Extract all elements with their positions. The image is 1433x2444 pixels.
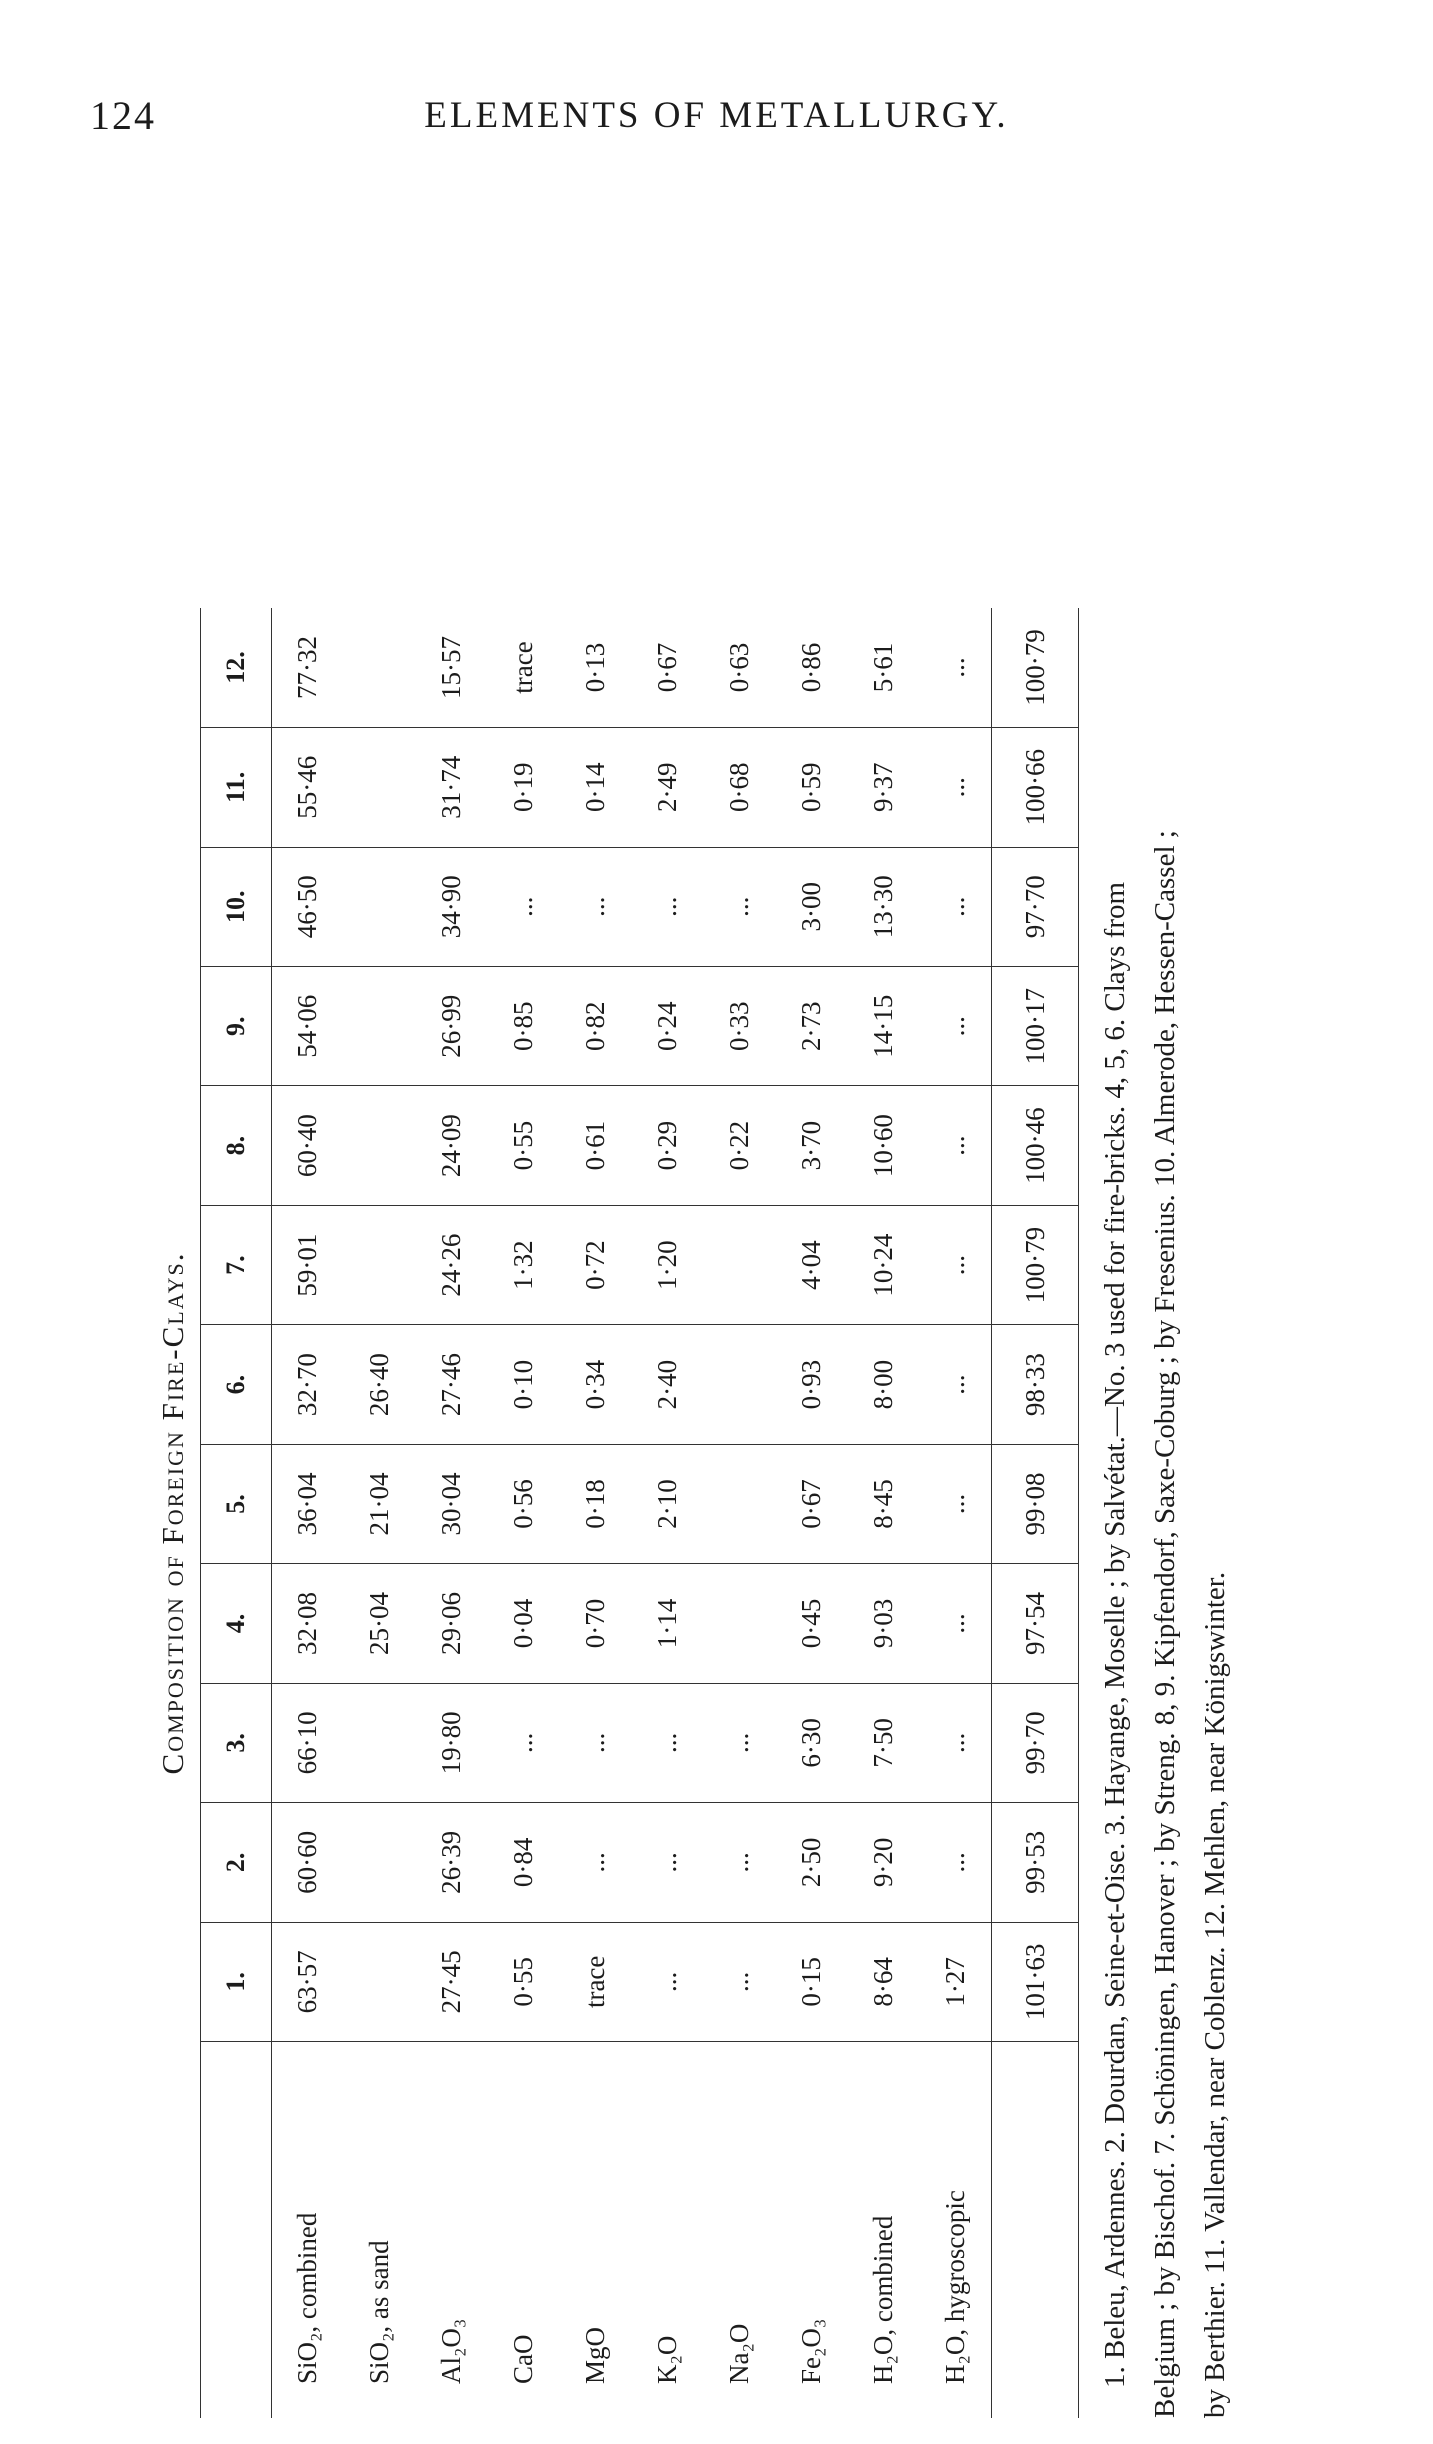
header-row bbox=[201, 608, 272, 2418]
table-cell: 0·93 bbox=[776, 1325, 848, 1444]
table-row bbox=[488, 608, 560, 2418]
row-label: MgO bbox=[580, 2326, 610, 2384]
total-cell: 99·70 bbox=[992, 1683, 1079, 1802]
table-cell: 21·04 bbox=[344, 1444, 416, 1563]
total-cell: 100·46 bbox=[992, 1086, 1079, 1205]
table-cell: 6·30 bbox=[776, 1683, 848, 1802]
table-cell: 0·72 bbox=[560, 1205, 632, 1324]
table-cell: ... bbox=[920, 847, 992, 966]
table-cell: trace bbox=[488, 608, 560, 728]
column-header: 8. bbox=[201, 1086, 272, 1205]
table-cell bbox=[344, 1922, 416, 2041]
table-cell: 7·50 bbox=[848, 1683, 920, 1802]
total-cell: 97·54 bbox=[992, 1564, 1079, 1683]
row-label: CaO bbox=[508, 2334, 538, 2384]
table-cell: 8·64 bbox=[848, 1922, 920, 2041]
table-cell: 0·55 bbox=[488, 1922, 560, 2041]
table-cell: 0·85 bbox=[488, 966, 560, 1085]
table-cell bbox=[344, 847, 416, 966]
table-cell: 2·50 bbox=[776, 1803, 848, 1922]
column-header: 11. bbox=[201, 728, 272, 847]
table-cell: 8·00 bbox=[848, 1325, 920, 1444]
table-cell: ... bbox=[632, 1922, 704, 2041]
table-cell: 3·70 bbox=[776, 1086, 848, 1205]
table-cell: 0·86 bbox=[776, 608, 848, 728]
table-cell: ... bbox=[560, 1683, 632, 1802]
table-cell: 19·80 bbox=[416, 1683, 488, 1802]
table-cell bbox=[344, 608, 416, 728]
table-cell: 46·50 bbox=[272, 847, 344, 966]
table-cell: ... bbox=[920, 1683, 992, 1802]
table-cell: trace bbox=[560, 1922, 632, 2041]
table-cell bbox=[704, 1205, 776, 1324]
table-cell: 14·15 bbox=[848, 966, 920, 1085]
total-cell: 100·17 bbox=[992, 966, 1079, 1085]
table-cell: 0·84 bbox=[488, 1803, 560, 1922]
table-cell: 0·18 bbox=[560, 1444, 632, 1563]
table-cell: 2·10 bbox=[632, 1444, 704, 1563]
table-cell: 26·40 bbox=[344, 1325, 416, 1444]
table-cell bbox=[704, 1444, 776, 1563]
column-header: 12. bbox=[201, 608, 272, 728]
footnote-line: by Berthier. 11. Vallendar, near Coblenz. 12. Mehlen, near Königswinter. bbox=[1199, 1571, 1231, 2418]
table-cell: 77·32 bbox=[272, 608, 344, 728]
table-cell: ... bbox=[920, 728, 992, 847]
table-cell: 0·13 bbox=[560, 608, 632, 728]
table-cell: 13·30 bbox=[848, 847, 920, 966]
page-number: 124 bbox=[90, 93, 156, 138]
table-row bbox=[344, 608, 416, 2418]
table-cell: ... bbox=[632, 1803, 704, 1922]
table-cell: 9·03 bbox=[848, 1564, 920, 1683]
table-cell: 24·09 bbox=[416, 1086, 488, 1205]
table-cell: ... bbox=[920, 1086, 992, 1205]
total-cell: 101·63 bbox=[992, 1922, 1079, 2041]
table-cell: 36·04 bbox=[272, 1444, 344, 1563]
table-cell bbox=[344, 1205, 416, 1324]
column-header: 4. bbox=[201, 1564, 272, 1683]
row-label: Na₂O bbox=[724, 2323, 754, 2384]
table-cell: 32·08 bbox=[272, 1564, 344, 1683]
table-cell: 3·00 bbox=[776, 847, 848, 966]
column-header: 2. bbox=[201, 1803, 272, 1922]
table-cell: 0·29 bbox=[632, 1086, 704, 1205]
column-header: 10. bbox=[201, 847, 272, 966]
table-cell bbox=[704, 1564, 776, 1683]
totals-label bbox=[992, 2042, 1079, 2418]
column-header: 5. bbox=[201, 1444, 272, 1563]
table-cell bbox=[344, 966, 416, 1085]
table-cell bbox=[344, 1683, 416, 1802]
total-cell: 97·70 bbox=[992, 847, 1079, 966]
table-cell: ... bbox=[632, 847, 704, 966]
table-cell: 10·24 bbox=[848, 1205, 920, 1324]
table-title: Composition of Foreign Fire-Clays. bbox=[155, 1251, 190, 1775]
table-cell: 1·14 bbox=[632, 1564, 704, 1683]
table-cell: 0·33 bbox=[704, 966, 776, 1085]
table-cell: 0·19 bbox=[488, 728, 560, 847]
table-cell: ... bbox=[920, 608, 992, 728]
table-row bbox=[272, 608, 344, 2418]
table-cell: 9·20 bbox=[848, 1803, 920, 1922]
row-label: K₂O bbox=[652, 2335, 682, 2384]
row-label: Fe₂O₃ bbox=[796, 2318, 826, 2384]
table-cell: ... bbox=[920, 1444, 992, 1563]
column-header: 9. bbox=[201, 966, 272, 1085]
total-cell: 99·08 bbox=[992, 1444, 1079, 1563]
table-cell: 30·04 bbox=[416, 1444, 488, 1563]
table-cell: 0·14 bbox=[560, 728, 632, 847]
table-cell: 0·67 bbox=[632, 608, 704, 728]
table-row bbox=[416, 608, 488, 2418]
rotated-table-block bbox=[135, 178, 1345, 2418]
row-label: Al₂O₃ bbox=[436, 2318, 466, 2384]
running-title: ELEMENTS OF METALLURGY. bbox=[424, 95, 1009, 136]
table-cell: ... bbox=[632, 1683, 704, 1802]
table-cell: ... bbox=[560, 1803, 632, 1922]
table-cell: 55·46 bbox=[272, 728, 344, 847]
row-label: SiO₂, combined bbox=[292, 2212, 323, 2384]
row-label: H₂O, combined bbox=[868, 2215, 898, 2384]
table-cell: 15·57 bbox=[416, 608, 488, 728]
table-row bbox=[560, 608, 632, 2418]
table-cell: 0·67 bbox=[776, 1444, 848, 1563]
column-header: 7. bbox=[201, 1205, 272, 1324]
column-header: 3. bbox=[201, 1683, 272, 1802]
total-cell: 98·33 bbox=[992, 1325, 1079, 1444]
table-cell: 59·01 bbox=[272, 1205, 344, 1324]
column-header: 1. bbox=[201, 1922, 272, 2041]
table-cell: 0·70 bbox=[560, 1564, 632, 1683]
table-cell: 0·63 bbox=[704, 608, 776, 728]
table-cell: 24·26 bbox=[416, 1205, 488, 1324]
fire-clay-table bbox=[200, 608, 1079, 2418]
table-cell: 54·06 bbox=[272, 966, 344, 1085]
total-cell: 100·79 bbox=[992, 1205, 1079, 1324]
table-cell: 2·40 bbox=[632, 1325, 704, 1444]
table-cell: ... bbox=[920, 1564, 992, 1683]
table-cell: 0·04 bbox=[488, 1564, 560, 1683]
table-cell: 0·56 bbox=[488, 1444, 560, 1563]
table-cell: 0·24 bbox=[632, 966, 704, 1085]
table-cell: 8·45 bbox=[848, 1444, 920, 1563]
table-cell: ... bbox=[704, 847, 776, 966]
table-cell: 27·45 bbox=[416, 1922, 488, 2041]
table-row bbox=[632, 608, 704, 2418]
table-cell: 29·06 bbox=[416, 1564, 488, 1683]
table-body bbox=[272, 608, 1079, 2418]
table-cell: 0·10 bbox=[488, 1325, 560, 1444]
table-cell: ... bbox=[920, 1205, 992, 1324]
table-cell: 0·55 bbox=[488, 1086, 560, 1205]
table-cell bbox=[344, 1803, 416, 1922]
table-cell: ... bbox=[704, 1922, 776, 2041]
table-cell: 5·61 bbox=[848, 608, 920, 728]
table-cell: ... bbox=[920, 1803, 992, 1922]
table-cell: 1·27 bbox=[920, 1922, 992, 2041]
table-cell: ... bbox=[488, 847, 560, 966]
table-cell: 0·34 bbox=[560, 1325, 632, 1444]
table-cell: 0·82 bbox=[560, 966, 632, 1085]
table-cell: 27·46 bbox=[416, 1325, 488, 1444]
table-cell: ... bbox=[704, 1683, 776, 1802]
footnote-line: 1. Beleu, Ardennes. 2. Dourdan, Seine-et-Oise. 3. Hayange, Moselle ; by Salvétat.—No. 3 used for fire-bricks. 4, 5, 6. Clays from bbox=[1099, 881, 1131, 2388]
table-row bbox=[920, 608, 992, 2418]
table-cell: 2·73 bbox=[776, 966, 848, 1085]
header-corner bbox=[201, 2042, 272, 2418]
table-cell: 0·68 bbox=[704, 728, 776, 847]
table-cell: 10·60 bbox=[848, 1086, 920, 1205]
table-cell: 1·32 bbox=[488, 1205, 560, 1324]
table-row bbox=[776, 608, 848, 2418]
table-cell: 0·15 bbox=[776, 1922, 848, 2041]
table-row bbox=[704, 608, 776, 2418]
footnote bbox=[1090, 518, 1240, 2418]
row-label: H₂O, hygroscopic bbox=[939, 2190, 970, 2384]
table-row bbox=[848, 608, 920, 2418]
table-cell: 0·22 bbox=[704, 1086, 776, 1205]
table-cell: 26·99 bbox=[416, 966, 488, 1085]
table-cell: 34·90 bbox=[416, 847, 488, 966]
total-cell: 100·79 bbox=[992, 608, 1079, 728]
total-cell: 99·53 bbox=[992, 1803, 1079, 1922]
table-cell: 32·70 bbox=[272, 1325, 344, 1444]
table-cell: 26·39 bbox=[416, 1803, 488, 1922]
footnote-line: Belgium ; by Bischof. 7. Schöningen, Hanover ; by Streng. 8, 9. Kipfendorf, Saxe-Coburg ; by Fresenius. 10. Almerode, Hessen-Cassel ; bbox=[1149, 830, 1181, 2418]
table-cell: ... bbox=[920, 966, 992, 1085]
row-label: SiO₂, as sand bbox=[364, 2240, 394, 2384]
column-header: 6. bbox=[201, 1325, 272, 1444]
table-cell: 2·49 bbox=[632, 728, 704, 847]
table-cell: 60·60 bbox=[272, 1803, 344, 1922]
table-cell: 9·37 bbox=[848, 728, 920, 847]
table-cell: 4·04 bbox=[776, 1205, 848, 1324]
total-cell: 100·66 bbox=[992, 728, 1079, 847]
table-cell: 63·57 bbox=[272, 1922, 344, 2041]
running-head bbox=[0, 92, 1433, 142]
table-cell: 0·61 bbox=[560, 1086, 632, 1205]
table-cell: ... bbox=[920, 1325, 992, 1444]
table-cell: ... bbox=[704, 1803, 776, 1922]
table-cell: 31·74 bbox=[416, 728, 488, 847]
table-cell bbox=[344, 728, 416, 847]
table-cell: ... bbox=[560, 847, 632, 966]
table-cell: 60·40 bbox=[272, 1086, 344, 1205]
totals-row bbox=[992, 608, 1079, 2418]
table-cell bbox=[344, 1086, 416, 1205]
table-cell: 1·20 bbox=[632, 1205, 704, 1324]
table-cell: 0·45 bbox=[776, 1564, 848, 1683]
table-cell: 25·04 bbox=[344, 1564, 416, 1683]
table-cell: ... bbox=[488, 1683, 560, 1802]
table-cell: 66·10 bbox=[272, 1683, 344, 1802]
table-cell bbox=[704, 1325, 776, 1444]
table-cell: 0·59 bbox=[776, 728, 848, 847]
